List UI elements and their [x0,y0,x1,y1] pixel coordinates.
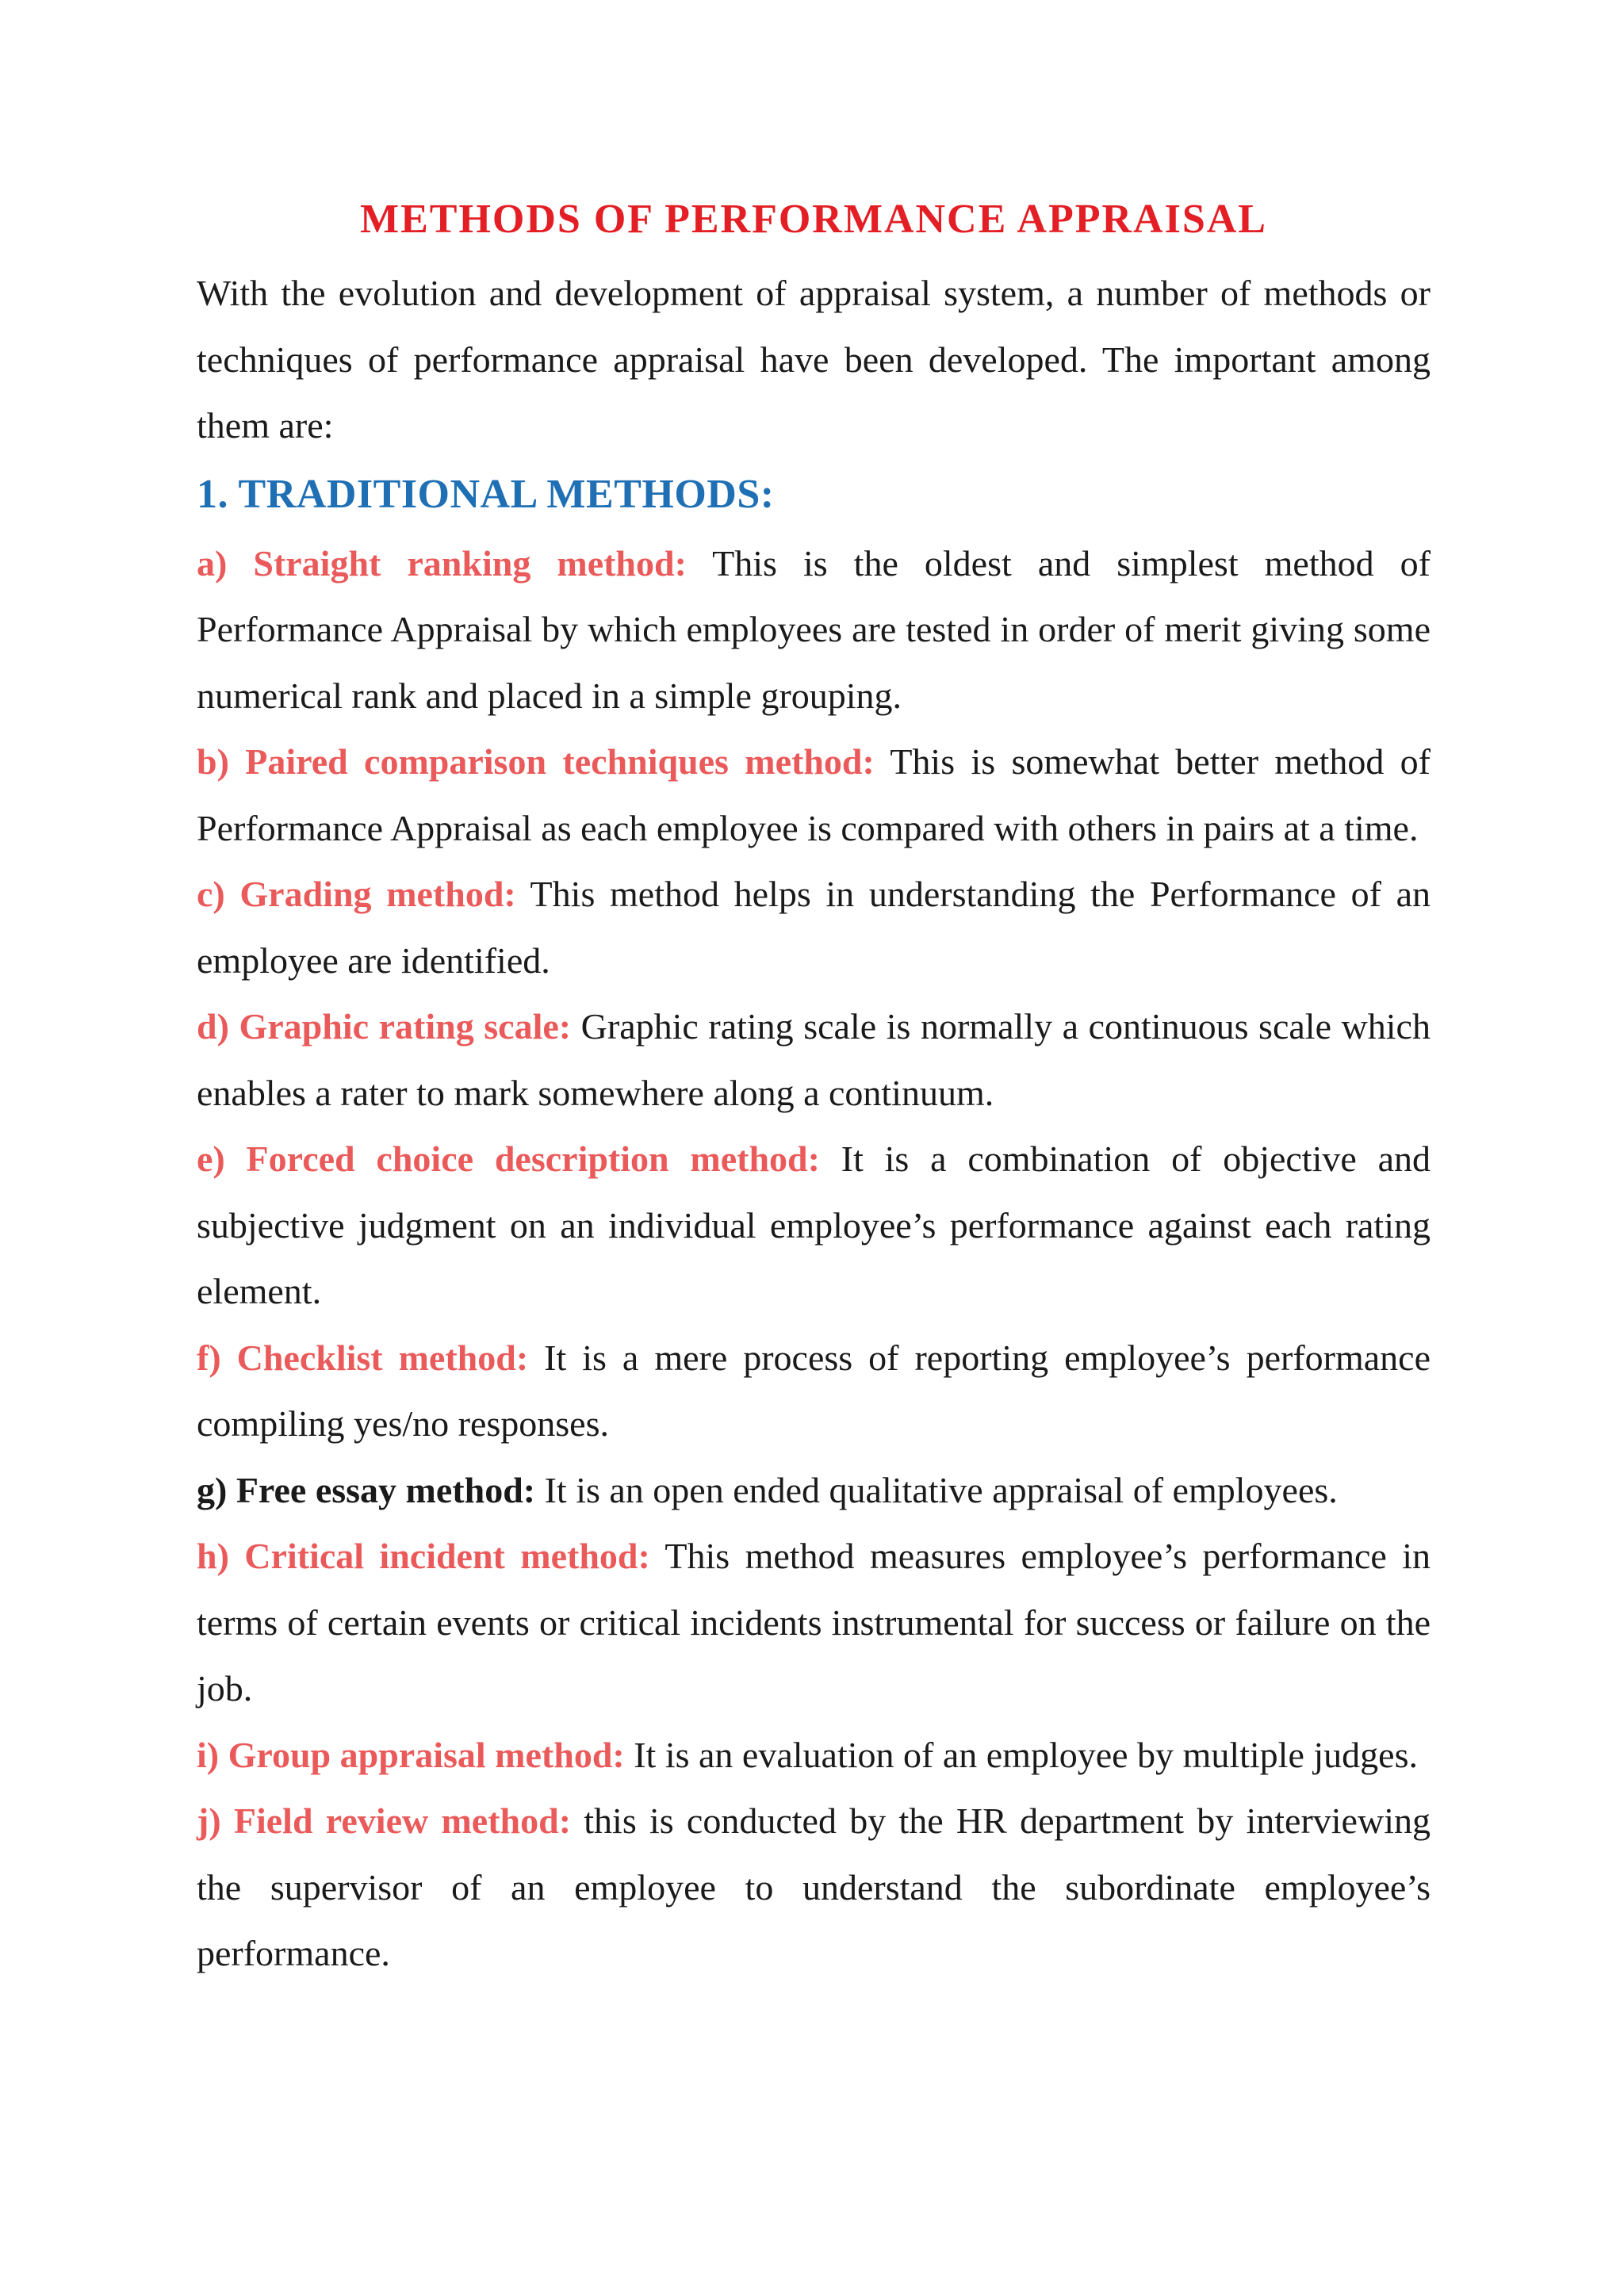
item-term: b) Paired comparison techniques method: [197,741,875,782]
item-term: j) Field review method: [197,1800,572,1841]
item-text: This method measures employee’s performance in terms of certain events or critical incidents instrumental for success or failure on the job. [197,1536,1431,1709]
list-item [197,729,1431,861]
item-text: this is conducted by the HR department by interviewing the supervisor of an employee to understand the subordinate employee’s performance. [197,1800,1431,1973]
list-item [197,861,1431,993]
list-item [197,1325,1431,1457]
intro-paragraph: With the evolution and development of appraisal system, a number of methods or techniques of performance appraisal have been developed. The important among them are: [197,273,1431,446]
list-item [197,993,1431,1126]
item-text: It is a mere process of reporting employee’s performance compiling yes/no responses. [197,1337,1431,1444]
section-heading: 1. TRADITIONAL METHODS: [197,471,775,517]
page-title: METHODS OF PERFORMANCE APPRAISAL [360,197,1267,242]
item-text: It is an evaluation of an employee by multiple judges. [624,1734,1418,1775]
item-term: c) Grading method: [197,874,516,914]
item-term: h) Critical incident method: [197,1536,650,1576]
item-term: e) Forced choice description method: [197,1138,820,1179]
list-item [197,1788,1431,1987]
item-term: f) Checklist method: [197,1337,529,1378]
list-item [197,1457,1431,1524]
item-text: Graphic rating scale is normally a continuous scale which enables a rater to mark somewhere along a continuum. [197,1006,1431,1113]
item-term: g) Free essay method: [197,1469,536,1510]
item-term: a) Straight ranking method: [197,542,687,584]
item-text: This method helps in understanding the Performance of an employee are identified. [197,874,1431,981]
item-text: It is an open ended qualitative appraisal of employees. [535,1469,1338,1510]
item-text: This is somewhat better method of Performance Appraisal as each employee is compared with others in pairs at a time. [197,741,1431,848]
list-item [197,1722,1431,1789]
list-item [197,1126,1431,1325]
item-term: i) Group appraisal method: [197,1734,625,1775]
item-term: d) Graphic rating scale: [197,1006,572,1047]
item-text: It is a combination of objective and subjective judgment on an individual employee’s performance against each rating element. [197,1138,1431,1311]
document-page [197,190,1431,1987]
list-item [197,530,1431,729]
list-item [197,1523,1431,1722]
item-text: This is the oldest and simplest method of Performance Appraisal by which employees are tested in order of merit giving some numerical rank and placed in a simple grouping. [197,542,1431,716]
